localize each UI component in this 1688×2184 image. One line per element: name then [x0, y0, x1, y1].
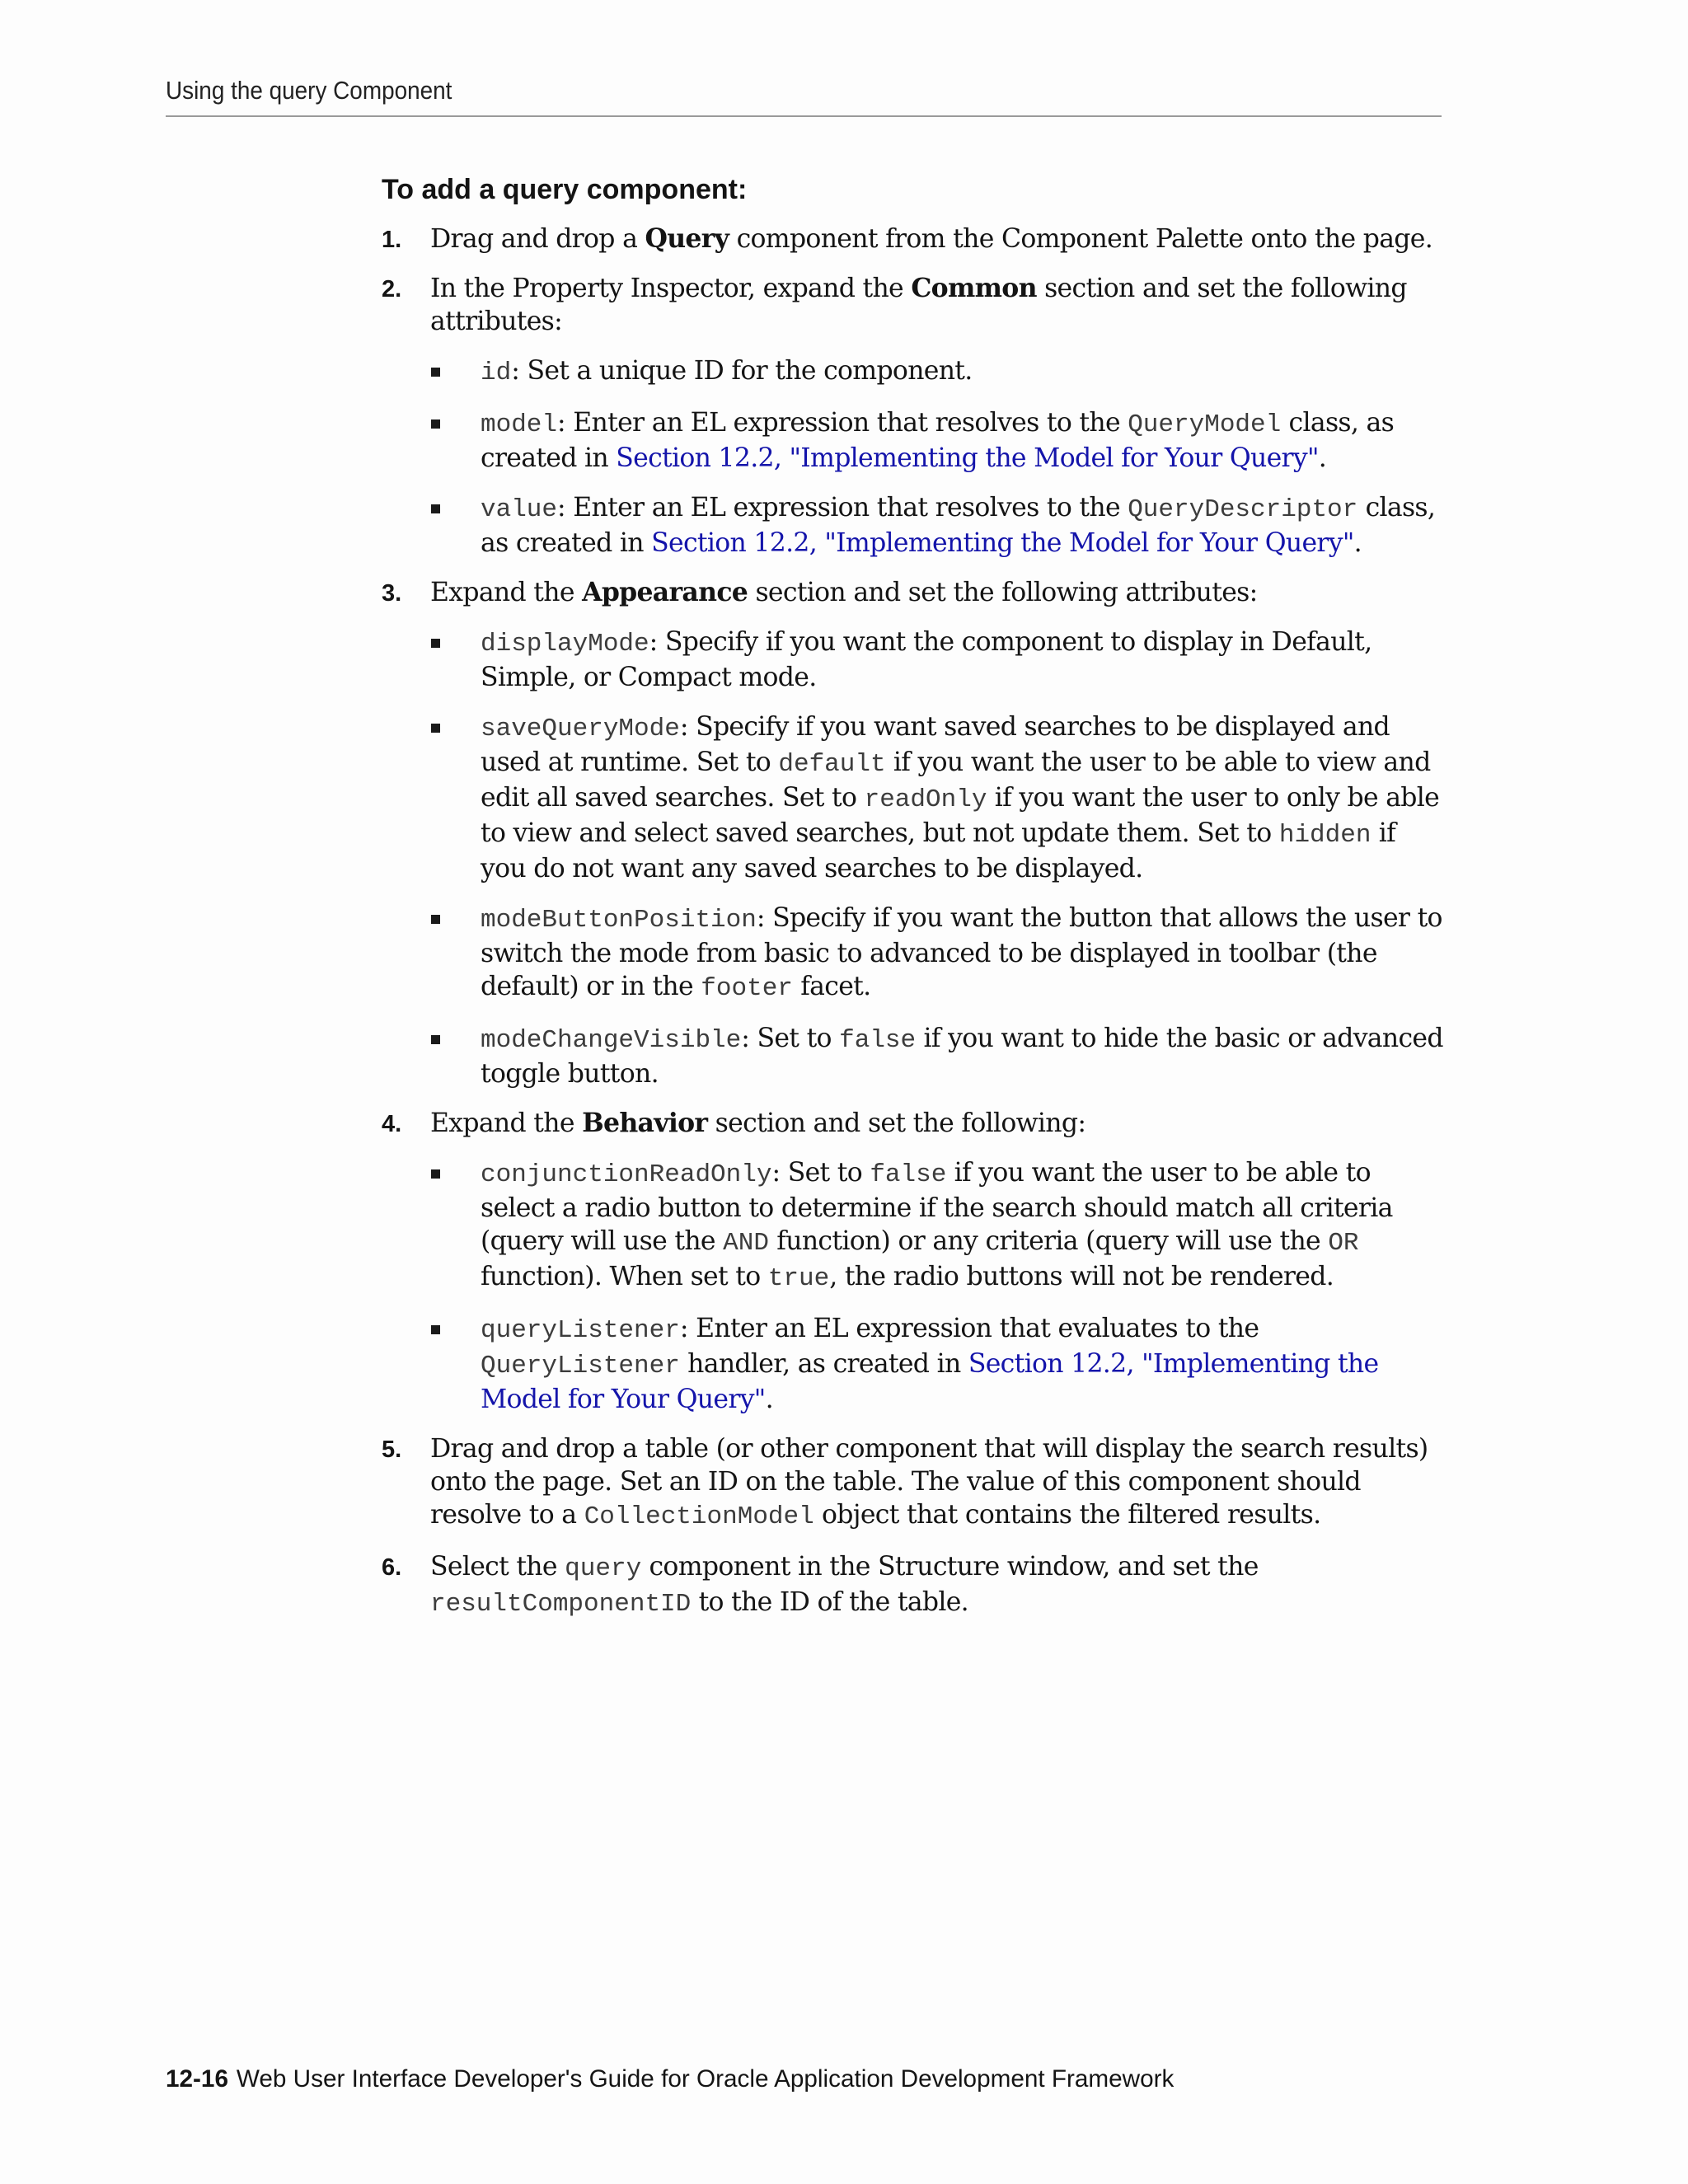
bullet-icon	[431, 419, 440, 429]
step-text: Expand the Behavior section and set the following:	[430, 1108, 1086, 1138]
list-item: queryListener: Enter an EL expression that evaluates to the QueryListener handler, as created in Section 12.2, "Implementing the Model for Your Query".	[430, 1312, 1445, 1416]
step-5	[382, 1432, 1445, 1534]
step-number: 5.	[382, 1436, 402, 1463]
step-2	[382, 272, 1445, 560]
attribute-list	[430, 626, 1445, 1090]
page-footer	[166, 2065, 1174, 2093]
attribute-name: conjunctionReadOnly	[481, 1160, 772, 1189]
list-item: modeChangeVisible: Set to false if you want to hide the basic or advanced toggle button.	[430, 1022, 1445, 1090]
header-divider	[166, 115, 1442, 117]
step-3	[382, 576, 1445, 1090]
step-number: 2.	[382, 276, 402, 302]
attribute-name: modeButtonPosition	[481, 906, 757, 935]
ui-term: Behavior	[582, 1108, 708, 1138]
book-title: Web User Interface Developer's Guide for Oracle Application Development Framework	[236, 2065, 1175, 2093]
ui-term: Appearance	[582, 577, 748, 607]
attribute-name: model	[481, 410, 558, 439]
step-text: Drag and drop a Query component from the Component Palette onto the page.	[430, 223, 1433, 254]
step-text: Expand the Appearance section and set the following attributes:	[430, 577, 1258, 607]
list-item: id: Set a unique ID for the component.	[430, 354, 1445, 390]
section-link[interactable]: Section 12.2, "Implementing the Model for Your Query"	[651, 528, 1354, 558]
bullet-icon	[431, 504, 440, 513]
procedure-title: To add a query component:	[382, 174, 748, 205]
step-text: In the Property Inspector, expand the Common section and set the following attributes:	[430, 273, 1407, 336]
bullet-icon	[431, 639, 440, 648]
attribute-list	[430, 354, 1445, 560]
list-item: saveQueryMode: Specify if you want saved searches to be displayed and used at runtime. Set to default if you want the user to be able to view and edit all saved searches. Set to readOnly if you want the user to only be able to view and select saved searches, but not update them. Set to hidden if you do not want any saved searches to be displayed.	[430, 710, 1445, 885]
attribute-list	[430, 1156, 1445, 1416]
attribute-name: queryListener	[481, 1316, 680, 1345]
list-item: value: Enter an EL expression that resolves to the QueryDescriptor class, as created in Section 12.2, "Implementing the Model for Your Query".	[430, 491, 1445, 560]
attribute-name: id	[481, 359, 512, 387]
attribute-name: value	[481, 495, 558, 524]
bullet-icon	[431, 368, 440, 377]
step-number: 6.	[382, 1554, 402, 1581]
step-6	[382, 1550, 1445, 1621]
step-1	[382, 223, 1445, 255]
step-number: 1.	[382, 227, 402, 253]
step-text: Drag and drop a table (or other component that will display the search results) onto the page. Set an ID on the table. The value of this component should resolve to a CollectionModel object that contains the filtered results.	[430, 1434, 1428, 1531]
section-link[interactable]: Section 12.2, "Implementing the Model for Your Query"	[481, 1349, 1379, 1414]
bullet-icon	[431, 724, 440, 733]
attribute-name: saveQueryMode	[481, 715, 680, 743]
bullet-icon	[431, 1035, 440, 1044]
attribute-name: modeChangeVisible	[481, 1026, 742, 1055]
step-4	[382, 1107, 1445, 1416]
ui-term: Common	[911, 273, 1037, 303]
attribute-name: displayMode	[481, 630, 649, 658]
section-link[interactable]: Section 12.2, "Implementing the Model for Your Query"	[616, 443, 1319, 473]
ui-term: Query	[645, 223, 729, 254]
list-item: conjunctionReadOnly: Set to false if you want the user to be able to select a radio button to determine if the search should match all criteria (query will use the AND function) or any criteria (query will use the OR function). When set to true, the radio buttons will not be rendered.	[430, 1156, 1445, 1296]
list-item: model: Enter an EL expression that resolves to the QueryModel class, as created in Section 12.2, "Implementing the Model for Your Query".	[430, 406, 1445, 475]
bullet-icon	[431, 915, 440, 924]
step-text: Select the query component in the Structure window, and set the resultComponentID to the ID of the table.	[430, 1552, 1259, 1619]
procedure-section	[382, 173, 1445, 1621]
page-number: 12-16	[166, 2065, 228, 2093]
bullet-icon	[431, 1325, 440, 1334]
bullet-icon	[431, 1169, 440, 1179]
list-item: modeButtonPosition: Specify if you want the button that allows the user to switch the mode from basic to advanced to be displayed in toolbar (the default) or in the footer facet.	[430, 902, 1445, 1005]
running-header: Using the query Component	[166, 76, 452, 105]
list-item: displayMode: Specify if you want the component to display in Default, Simple, or Compact mode.	[430, 626, 1445, 694]
step-number: 3.	[382, 580, 402, 607]
step-number: 4.	[382, 1111, 402, 1137]
